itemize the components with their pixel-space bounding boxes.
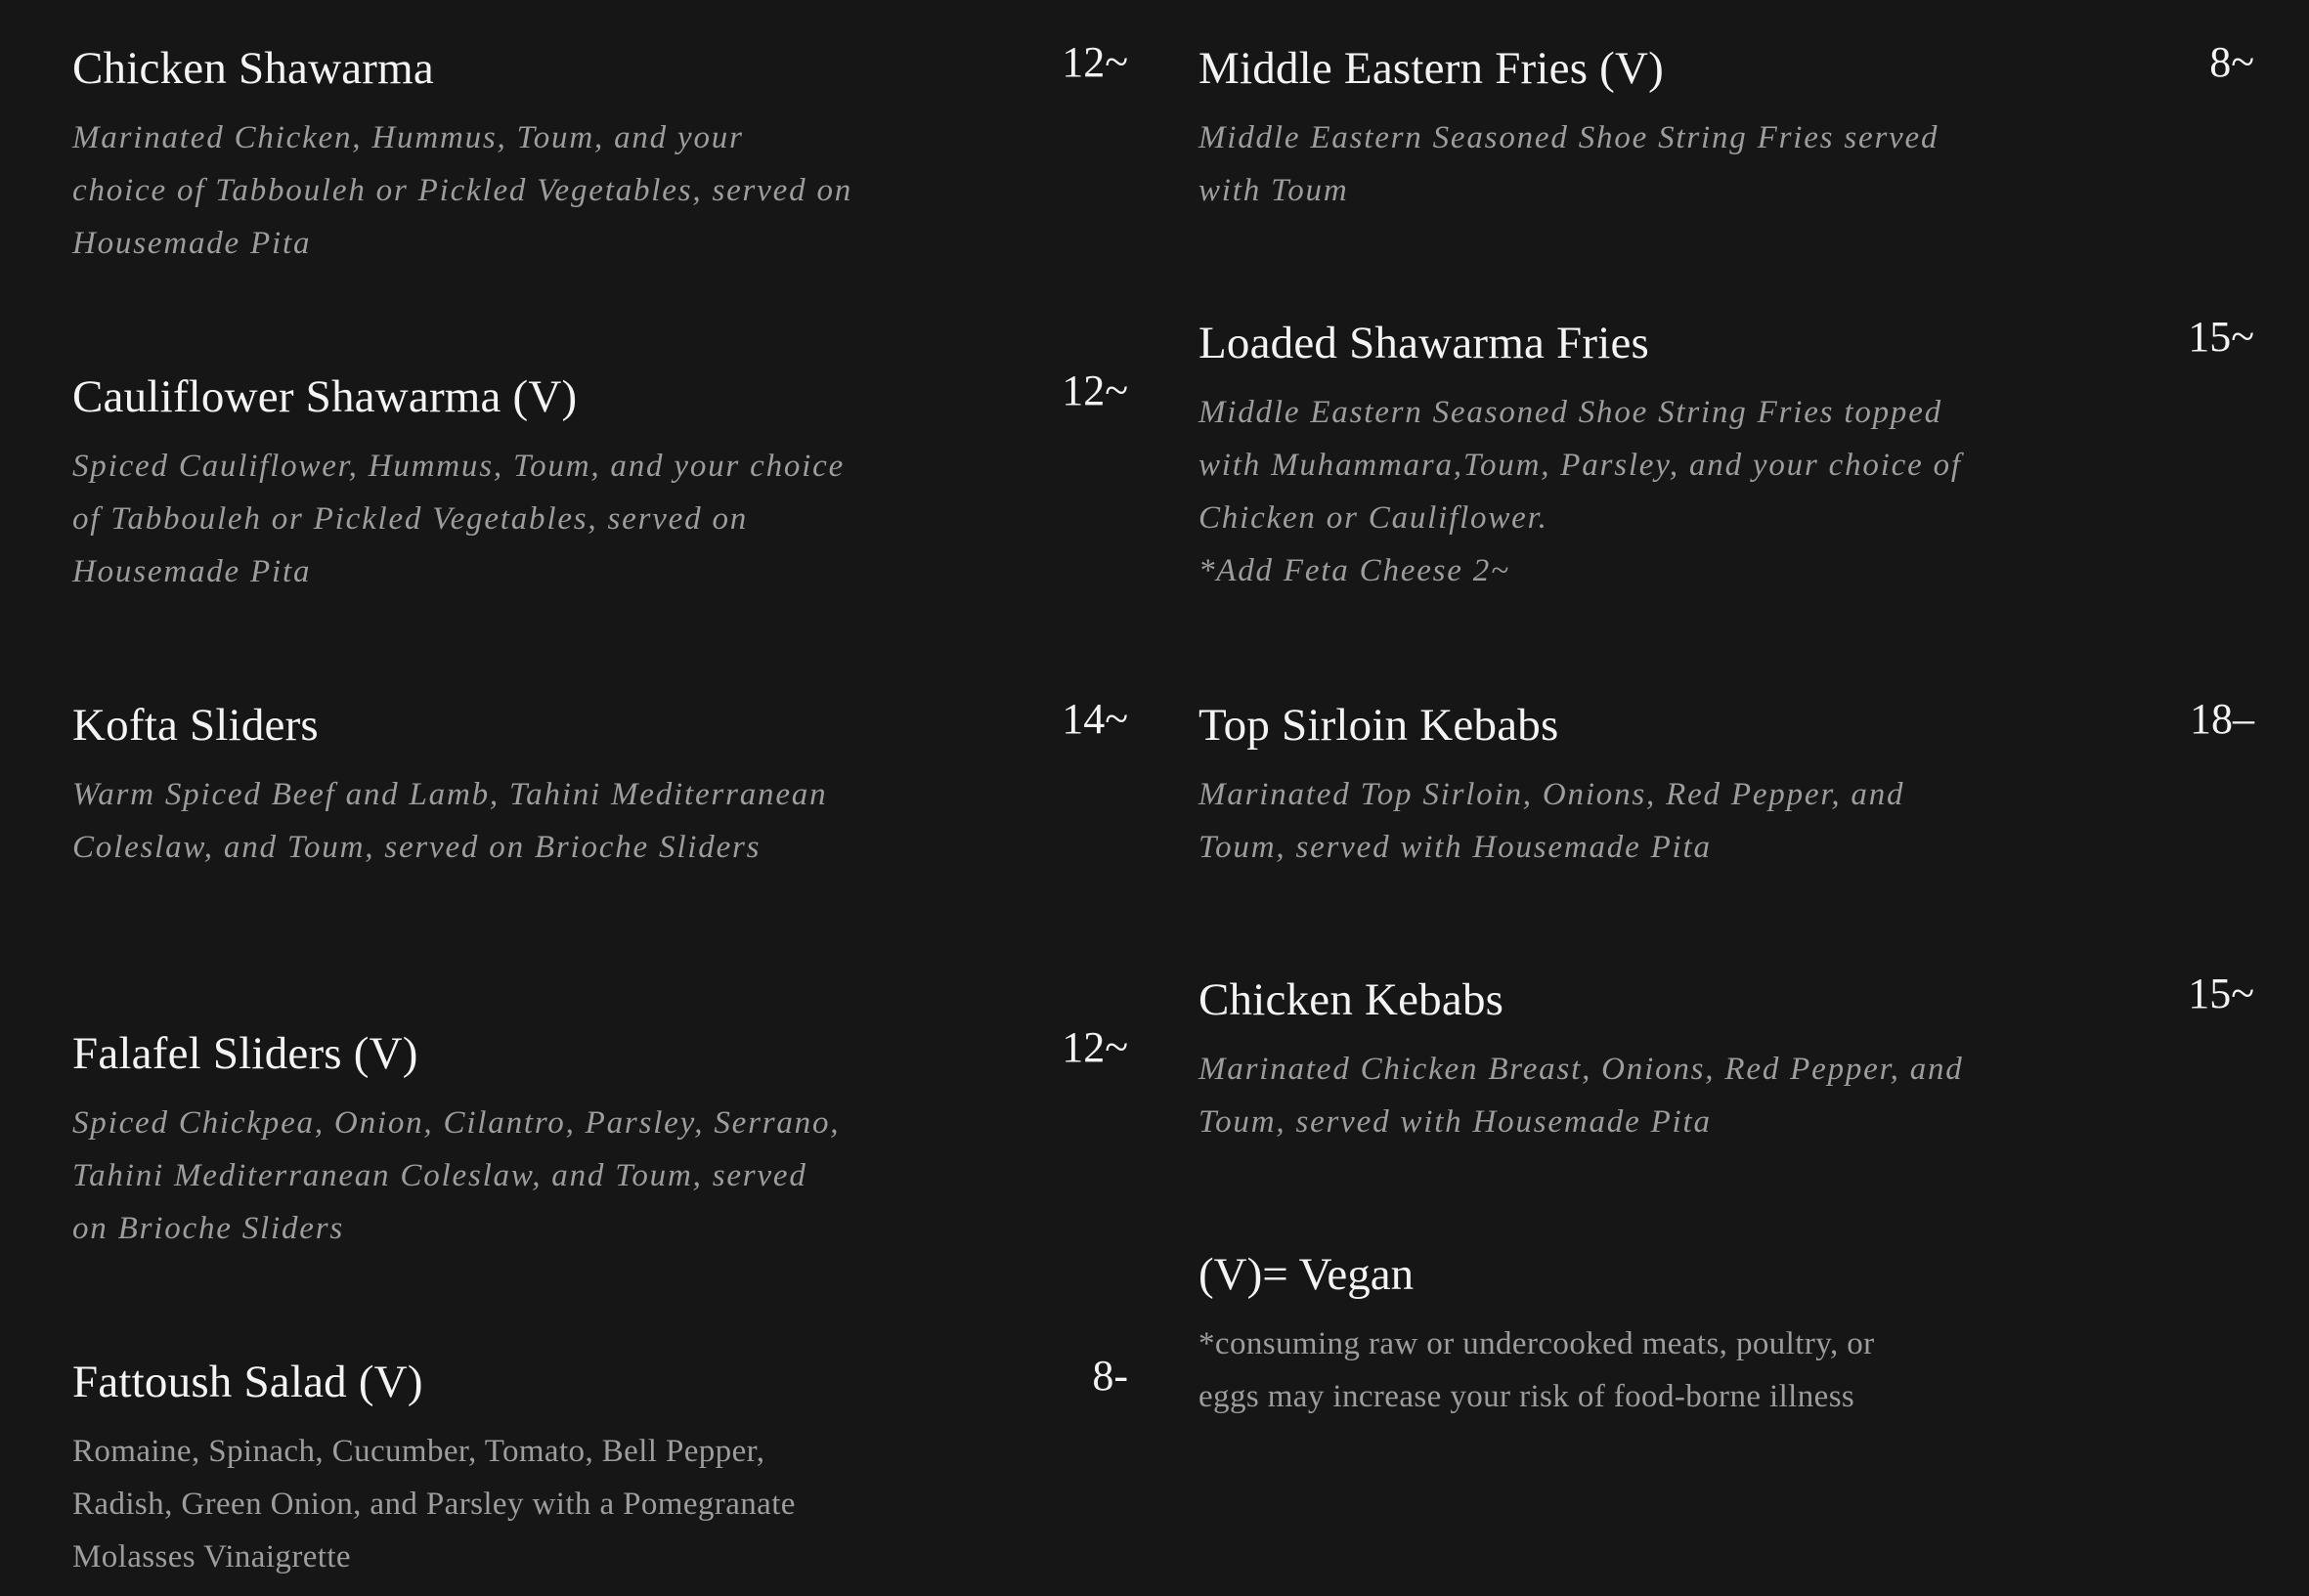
item-price: 8~	[2209, 38, 2254, 86]
description-line: Spiced Chickpea, Onion, Cilantro, Parsley, Serrano,	[72, 1105, 841, 1141]
food-safety-warning	[1198, 1317, 1981, 1423]
item-description	[72, 1425, 854, 1583]
warning-line: *consuming raw or undercooked meats, poultry, or	[1198, 1326, 1875, 1361]
item-price: 14~	[1062, 695, 1128, 743]
description-line: Marinated Chicken Breast, Onions, Red Pepper, and	[1198, 1052, 1964, 1087]
item-description	[1198, 1043, 1981, 1148]
item-name: Kofta Sliders	[72, 700, 319, 751]
description-line: of Tabbouleh or Pickled Vegetables, served on	[72, 501, 749, 537]
description-line: with Toum	[1198, 173, 1349, 208]
item-description	[72, 768, 854, 874]
item-name: Loaded Shawarma Fries	[1198, 318, 1650, 368]
item-price: 18–	[2190, 695, 2254, 743]
item-name: Chicken Kebabs	[1198, 974, 1504, 1025]
description-line: Tahini Mediterranean Coleslaw, and Toum, served	[72, 1158, 807, 1193]
description-line: *Add Feta Cheese 2~	[1198, 553, 1510, 588]
description-line: Coleslaw, and Toum, served on Brioche Sliders	[72, 830, 762, 865]
description-line: Housemade Pita	[72, 226, 312, 261]
description-line: Middle Eastern Seasoned Shoe String Fries topped	[1198, 395, 1942, 430]
description-line: Warm Spiced Beef and Lamb, Tahini Mediterranean	[72, 777, 828, 812]
item-price: 8-	[1092, 1352, 1128, 1400]
description-line: Radish, Green Onion, and Parsley with a Pomegranate	[72, 1487, 796, 1522]
description-line: Middle Eastern Seasoned Shoe String Fries served	[1198, 120, 1939, 155]
item-description	[1198, 386, 1981, 597]
description-line: choice of Tabbouleh or Pickled Vegetables, served on	[72, 173, 853, 208]
item-description	[72, 111, 854, 270]
description-line: Toum, served with Housemade Pita	[1198, 830, 1712, 865]
description-line: Molasses Vinaigrette	[72, 1539, 351, 1574]
item-description	[72, 1097, 854, 1255]
item-price: 12~	[1062, 367, 1128, 414]
description-line: Marinated Chicken, Hummus, Toum, and your	[72, 120, 744, 155]
item-name: Top Sirloin Kebabs	[1198, 700, 1559, 751]
item-name: Middle Eastern Fries (V)	[1198, 43, 1664, 94]
item-name: Cauliflower Shawarma (V)	[72, 371, 578, 422]
item-price: 12~	[1062, 38, 1128, 86]
item-name: Falafel Sliders (V)	[72, 1028, 418, 1079]
description-line: Housemade Pita	[72, 554, 312, 589]
item-price: 15~	[2188, 970, 2254, 1017]
item-description	[1198, 111, 1981, 217]
description-line: Romaine, Spinach, Cucumber, Tomato, Bell Pepper,	[72, 1434, 765, 1469]
item-price: 12~	[1062, 1023, 1128, 1071]
description-line: on Brioche Sliders	[72, 1211, 345, 1246]
warning-line: eggs may increase your risk of food-borne illness	[1198, 1379, 1855, 1414]
description-line: Marinated Top Sirloin, Onions, Red Pepper, and	[1198, 777, 1905, 812]
item-description	[1198, 768, 1981, 874]
vegan-legend: (V)= Vegan	[1198, 1249, 1415, 1300]
item-description	[72, 440, 854, 598]
item-name: Fattoush Salad (V)	[72, 1357, 423, 1407]
description-line: Spiced Cauliflower, Hummus, Toum, and your choice	[72, 449, 846, 484]
description-line: Chicken or Cauliflower.	[1198, 500, 1548, 536]
description-line: Toum, served with Housemade Pita	[1198, 1104, 1712, 1140]
description-line: with Muhammara,Toum, Parsley, and your choice of	[1198, 448, 1962, 483]
item-name: Chicken Shawarma	[72, 43, 434, 94]
item-price: 15~	[2188, 313, 2254, 361]
